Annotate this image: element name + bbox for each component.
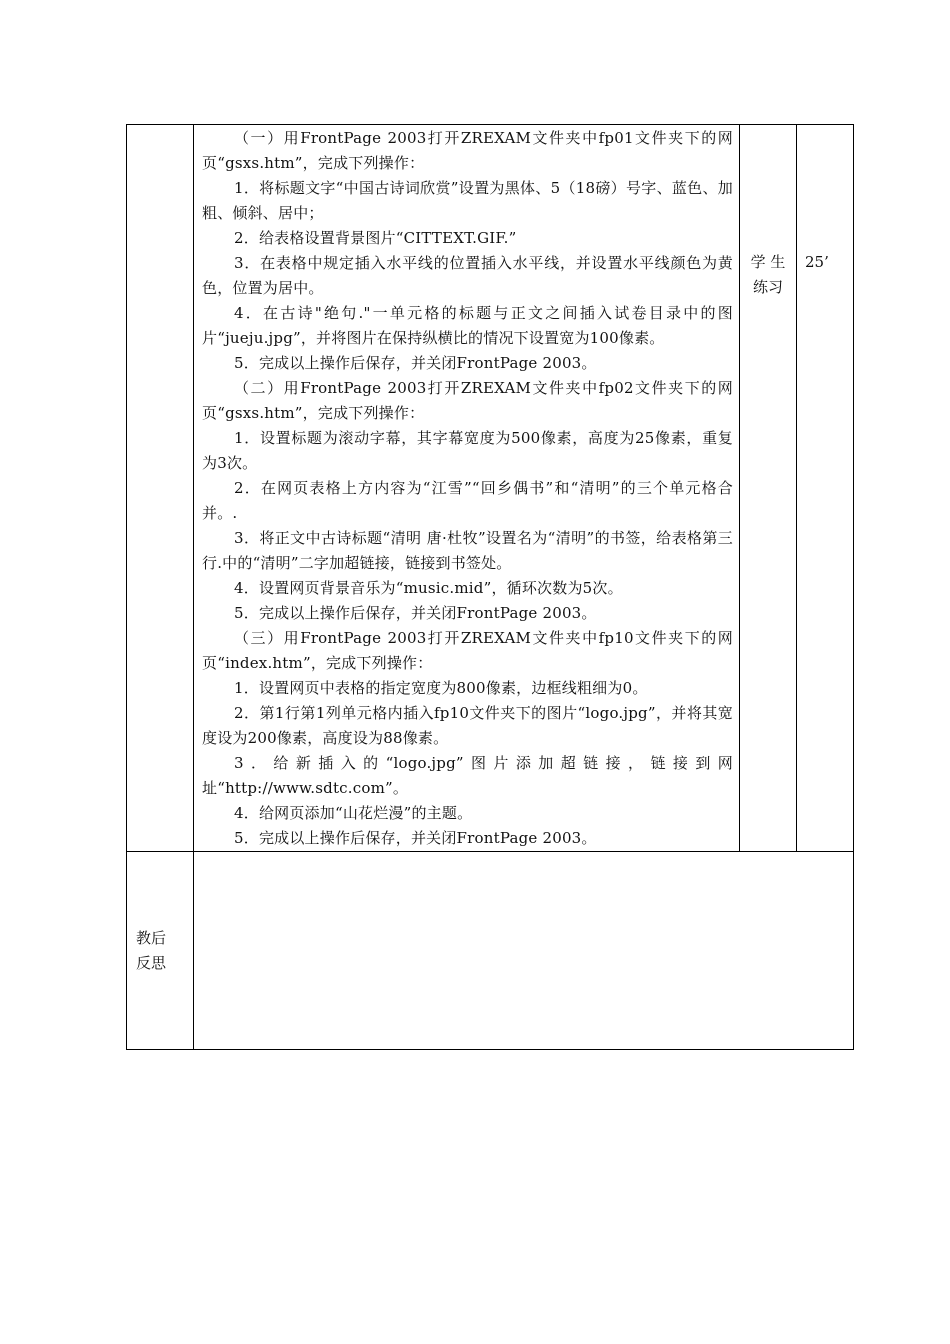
time-value: 25’ xyxy=(805,253,829,271)
section2-item-1: 1．设置标题为滚动字幕，其字幕宽度为500像素，高度为25像素，重复为3次。 xyxy=(202,429,733,472)
reflection-line-2: 反思 xyxy=(136,953,167,972)
section1-item-4: 4．在古诗"绝句."一单元格的标题与正文之间插入试卷目录中的图片“jueju.jpg”，并将图片在保持纵横比的情况下设置宽为100像素。 xyxy=(202,304,733,347)
section2-item-2: 2．在网页表格上方内容为“江雪”“回乡偶书”和“清明”的三个单元格合并。. xyxy=(202,479,733,522)
section1-item-2: 2．给表格设置背景图片“CITTEXT.GIF.” xyxy=(234,229,517,247)
reflection-label-cell xyxy=(127,852,194,1050)
activity-line-1: 学 生 xyxy=(750,253,786,271)
activity-line-2: 练习 xyxy=(752,278,783,296)
section2-item-5: 5．完成以上操作后保存，并关闭FrontPage 2003。 xyxy=(234,604,597,622)
section1-item-1: 1．将标题文字“中国古诗词欣赏”设置为黑体、5（18磅）号字、蓝色、加粗、倾斜、居中； xyxy=(202,179,733,222)
activity-cell xyxy=(740,125,797,852)
section3-item-1: 1．设置网页中表格的指定宽度为800像素，边框线粗细为0。 xyxy=(234,679,648,697)
reflection-line-1: 教后 xyxy=(136,928,167,947)
time-cell xyxy=(797,125,854,852)
empty-label-cell xyxy=(127,125,194,852)
section2-item-3: 3．将正文中古诗标题“清明 唐·杜牧”设置名为“清明”的书签，给表格第三行.中的“清明”二字加超链接，链接到书签处。 xyxy=(202,529,733,572)
section3-item-5: 5．完成以上操作后保存，并关闭FrontPage 2003。 xyxy=(234,829,597,847)
lesson-plan-table xyxy=(126,124,854,1050)
section3-heading: （三）用FrontPage 2003打开ZREXAM文件夹中fp10文件夹下的网页“index.htm”，完成下列操作： xyxy=(202,629,733,672)
section2-item-4: 4．设置网页背景音乐为“music.mid”，循环次数为5次。 xyxy=(234,579,623,597)
section3-item-4: 4．给网页添加“山花烂漫”的主题。 xyxy=(234,804,473,822)
section3-item-2: 2．第1行第1列单元格内插入fp10文件夹下的图片“logo.jpg”，并将其宽度设为200像素，高度设为88像素。 xyxy=(202,704,733,747)
section1-item-5: 5．完成以上操作后保存，并关闭FrontPage 2003。 xyxy=(234,354,597,372)
reflection-row xyxy=(127,852,854,1050)
section1-item-3: 3．在表格中规定插入水平线的位置插入水平线，并设置水平线颜色为黄色，位置为居中。 xyxy=(202,254,733,297)
practice-row xyxy=(127,125,854,852)
section1-heading: （一）用FrontPage 2003打开ZREXAM文件夹中fp01文件夹下的网页“gsxs.htm”，完成下列操作： xyxy=(202,129,733,172)
section2-heading: （二）用FrontPage 2003打开ZREXAM文件夹中fp02文件夹下的网页“gsxs.htm”，完成下列操作： xyxy=(202,379,733,422)
section3-item-3: 3．给新插入的“logo.jpg”图片添加超链接，链接到网址“http://www.sdtc.com”。 xyxy=(202,754,733,797)
reflection-content-cell xyxy=(194,852,854,1050)
practice-content-cell xyxy=(194,125,740,852)
